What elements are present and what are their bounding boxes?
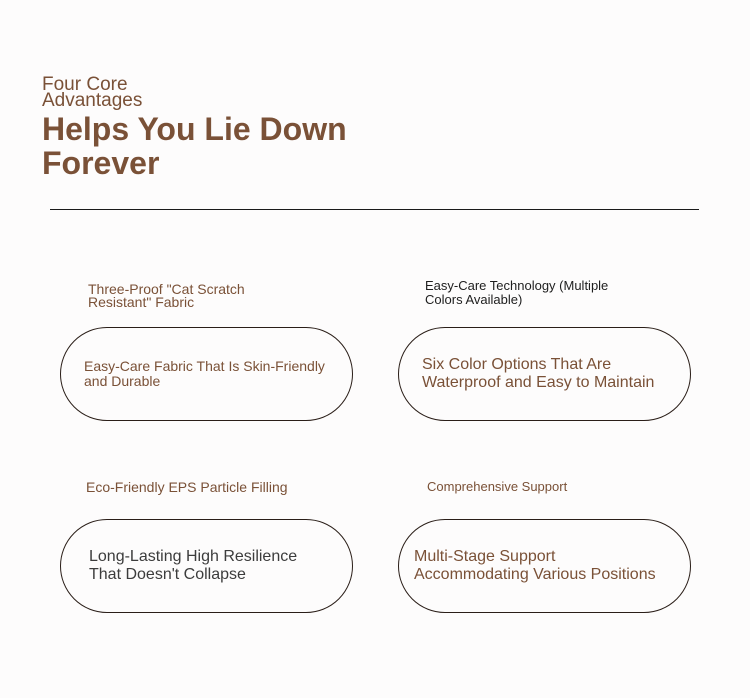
feature-title-support: Comprehensive Support	[427, 479, 568, 494]
feature-card-fabric	[60, 327, 353, 421]
feature-description-eps-filling: Long-Lasting High Resilience That Doesn't Collapse	[89, 548, 298, 583]
feature-card-easy-care	[398, 327, 691, 421]
feature-title-eps-filling: Eco-Friendly EPS Particle Filling	[86, 479, 288, 495]
feature-description-support: Multi-Stage Support Accommodating Various Positions	[414, 548, 656, 583]
feature-card-eps-filling	[60, 519, 353, 613]
feature-card-support	[398, 519, 691, 613]
page-title: Helps You Lie Down Forever	[42, 111, 347, 181]
divider	[50, 209, 699, 210]
feature-title-easy-care: Easy-Care Technology (Multiple Colors Available)	[425, 278, 609, 307]
feature-description-easy-care: Six Color Options That Are Waterproof and Easy to Maintain	[422, 356, 655, 391]
section-subtitle: Four Core Advantages	[42, 74, 143, 111]
feature-description-fabric: Easy-Care Fabric That Is Skin-Friendly and Durable	[84, 358, 325, 389]
feature-title-fabric: Three-Proof "Cat Scratch Resistant" Fabric	[88, 281, 245, 310]
